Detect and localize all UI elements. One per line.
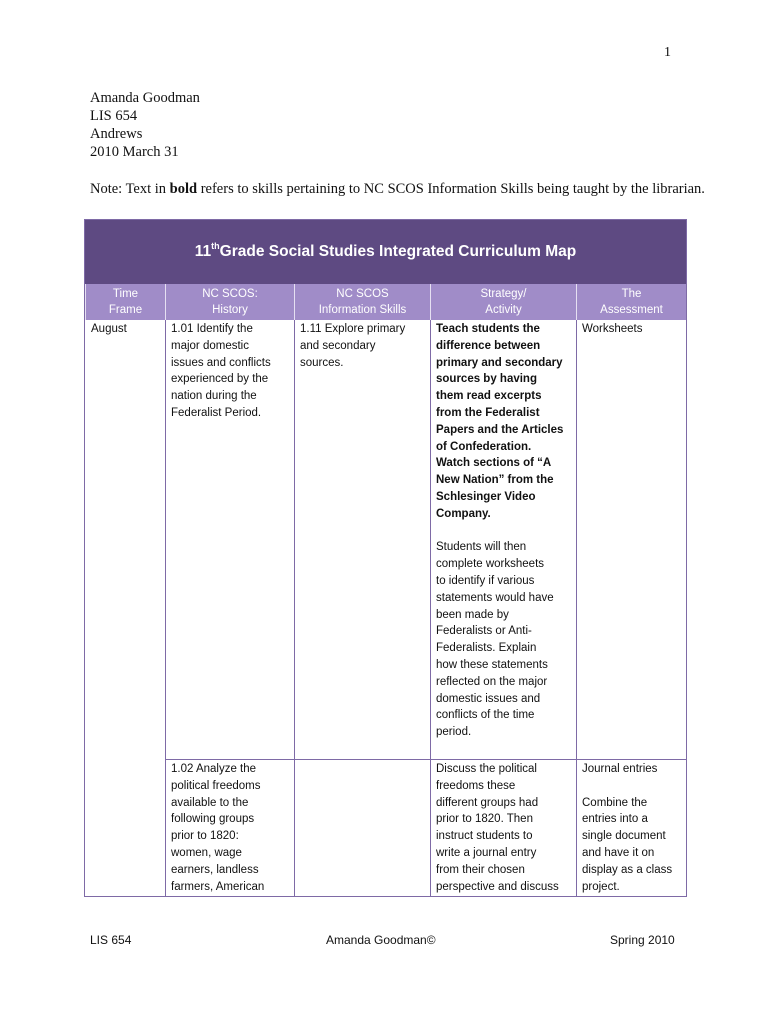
instructor-name: Andrews bbox=[90, 126, 143, 142]
footer-left: LIS 654 bbox=[90, 933, 132, 947]
column-divider bbox=[294, 320, 295, 896]
document-date: 2010 March 31 bbox=[90, 144, 179, 160]
strategy-worksheet-activity: Students will then complete worksheets to identify if various statements would have been made by Federalists or Anti- Federalists. Explain how these statements reflected on the major domestic issues and conflicts of the time period. bbox=[436, 541, 554, 739]
cell-assessment-row1: Worksheets bbox=[582, 323, 643, 335]
curriculum-map-table bbox=[84, 219, 687, 897]
header-information-skills: NC SCOS Information Skills bbox=[294, 284, 430, 320]
page-number: 1 bbox=[664, 45, 671, 60]
cell-time-frame: August bbox=[91, 323, 127, 335]
cell-info-skills-1-11: 1.11 Explore primary and secondary sources. bbox=[300, 323, 406, 369]
cell-strategy-row2: Discuss the political freedoms these different groups had prior to 1820. Then instruct students to write a journal entry from their chosen perspective and discuss bbox=[436, 763, 559, 893]
header-history: NC SCOS: History bbox=[165, 284, 294, 320]
header-assessment: The Assessment bbox=[576, 284, 686, 320]
strategy-librarian-skills: Teach students the difference between primary and secondary sources by having them read excerpts from the Federalist Papers and the Articles of Confederation. Watch sections of “A New Nation” from the Schlesinger Video Company. bbox=[436, 323, 564, 520]
cell-history-1-02: 1.02 Analyze the political freedoms available to the following groups prior to 1820: women, wage earners, landless farmers, American bbox=[171, 763, 265, 893]
cell-assessment-row2: Journal entries Combine the entries into a single document and have it on display as a class project. bbox=[582, 763, 673, 893]
author-name: Amanda Goodman bbox=[90, 90, 200, 106]
footer-center: Amanda Goodman© bbox=[326, 933, 436, 947]
document-header bbox=[90, 89, 200, 161]
cell-strategy-row1 bbox=[430, 320, 576, 742]
header-strategy-activity: Strategy/ Activity bbox=[430, 284, 576, 320]
note-text: Note: Text in bold refers to skills pertaining to NC SCOS Information Skills being taught by the librarian. bbox=[90, 181, 705, 197]
table-title: 11 $^{th}$ Grade Social Studies Integrated Curriculum Map bbox=[85, 220, 686, 284]
note-bold-word: bold bbox=[169, 181, 198, 197]
header-time-frame: Time Frame bbox=[85, 284, 165, 320]
cell-history-1-01: 1.01 Identify the major domestic issues and conflicts experienced by the nation during the Federalist Period. bbox=[171, 323, 271, 419]
footer-right: Spring 2010 bbox=[610, 933, 675, 947]
course-code: LIS 654 bbox=[90, 108, 138, 124]
